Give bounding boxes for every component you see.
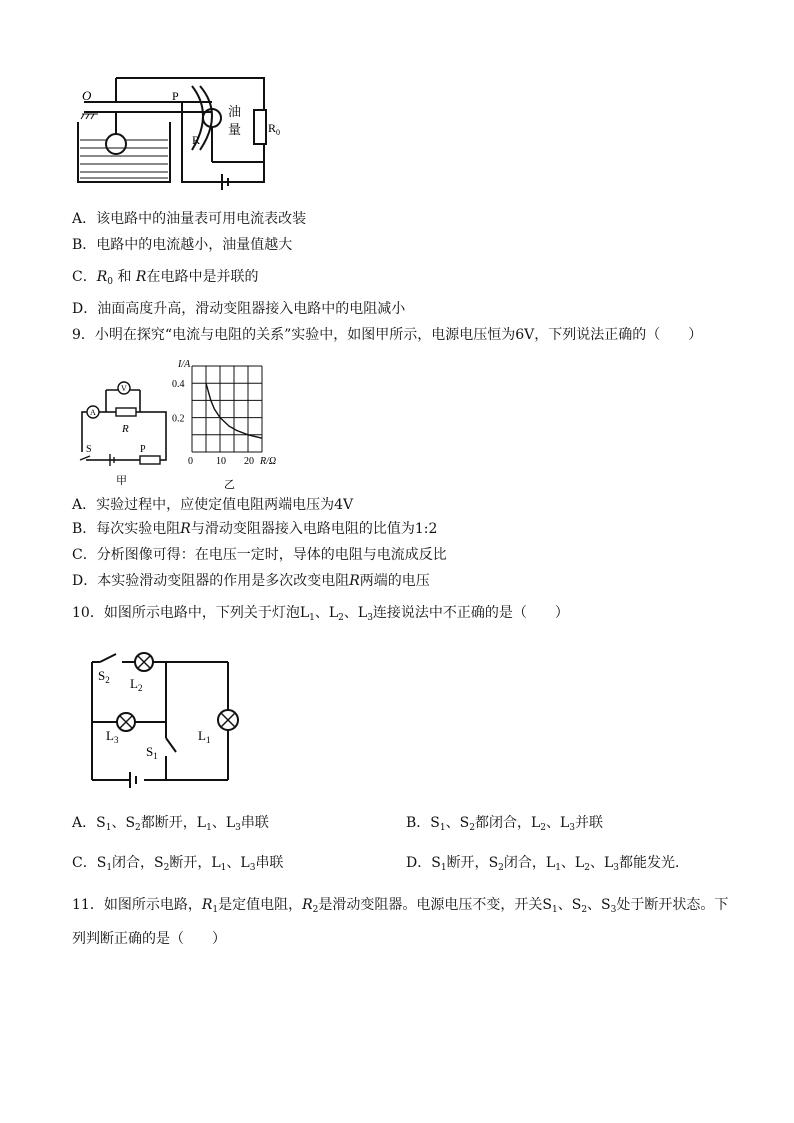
q10-option-a[interactable]: A．$S_1$、$S_2$都断开，$L_1$、$L_3$串联 (72, 815, 269, 833)
svg-text:V: V (121, 384, 127, 393)
q11-stem-line-2: 列判断正确的是（ ） (72, 931, 226, 947)
oil-gauge-circuit-figure (72, 70, 282, 190)
q9-option-b[interactable]: B．每次实验电阻R与滑动变阻器接入电路电阻的比值为1:2 (72, 521, 438, 537)
q11-stem-line-1: 11．如图所示电路，$R_1$是定值电阻，$R_2$是滑动变阻器。电源电压不变，开关$S_1$、$S_2$、$S_3$处于断开状态。下 (72, 897, 729, 915)
chart-x-axis-label: R/Ω (260, 456, 277, 467)
chart-title: 乙 (224, 479, 235, 491)
label-gauge: 量 (228, 122, 242, 137)
x-tick-label: 10 (216, 456, 226, 467)
q8-option-c[interactable]: C．$R_0$ 和 R在电路中是并联的 (72, 269, 259, 287)
label-l3: $L_3$ (106, 728, 119, 745)
svg-text:A: A (90, 408, 96, 417)
q9-stem: 9．小明在探究“电流与电阻的关系”实验中，如图甲所示，电源电压恒为6V，下列说法正确的（ ） (72, 327, 703, 343)
chart-y-axis-label: I/A (178, 359, 191, 370)
label-s1: $S_1$ (146, 744, 158, 761)
label-p: P (172, 89, 179, 103)
y-tick-label: 0.4 (172, 379, 185, 391)
label-o: O (82, 88, 92, 103)
q9-caption-jia: 甲 (116, 475, 127, 486)
q10-option-c[interactable]: C．$S_1$闭合，$S_2$断开，$L_1$、$L_3$串联 (72, 855, 284, 873)
q10-circuit-figure (80, 644, 240, 794)
q9-circuit-figure (76, 376, 176, 486)
q10-option-b[interactable]: B．$S_1$、$S_2$都闭合，$L_2$、$L_3$并联 (406, 815, 604, 833)
q10-stem: 10．如图所示电路中，下列关于灯泡$L_1$、$L_2$、$L_3$连接说法中不正确的是（ ） (72, 605, 569, 623)
q9-label-r: R (122, 423, 129, 435)
q9-option-d[interactable]: D．本实验滑动变阻器的作用是多次改变电阻R两端的电压 (72, 573, 430, 589)
q9-label-s: S (86, 444, 92, 455)
label-s2: $S_2$ (98, 668, 110, 685)
q9-current-resistance-graph (168, 356, 290, 492)
label-r: R (192, 133, 201, 147)
q8-option-a[interactable]: A．该电路中的油量表可用电流表改装 (72, 211, 307, 227)
label-r0: $R_0$ (268, 121, 281, 137)
y-tick-label: 0.2 (172, 413, 185, 425)
q9-label-p: P (140, 444, 146, 455)
x-tick-label: 0 (188, 456, 193, 467)
label-l2: $L_2$ (130, 676, 143, 693)
q9-option-c[interactable]: C．分析图像可得：在电压一定时，导体的电阻与电流成反比 (72, 547, 447, 563)
label-oil: 油 (228, 104, 242, 119)
q10-option-d[interactable]: D．$S_1$断开，$S_2$闭合，$L_1$、$L_2$、$L_3$都能发光． (406, 855, 689, 873)
label-l1: $L_1$ (198, 728, 211, 745)
x-tick-label: 20 (244, 456, 254, 467)
q8-option-b[interactable]: B．电路中的电流越小，油量值越大 (72, 237, 293, 253)
q9-option-a[interactable]: A．实验过程中，应使定值电阻两端电压为4V (72, 497, 354, 513)
q8-option-d[interactable]: D．油面高度升高，滑动变阻器接入电路中的电阻减小 (72, 301, 406, 317)
